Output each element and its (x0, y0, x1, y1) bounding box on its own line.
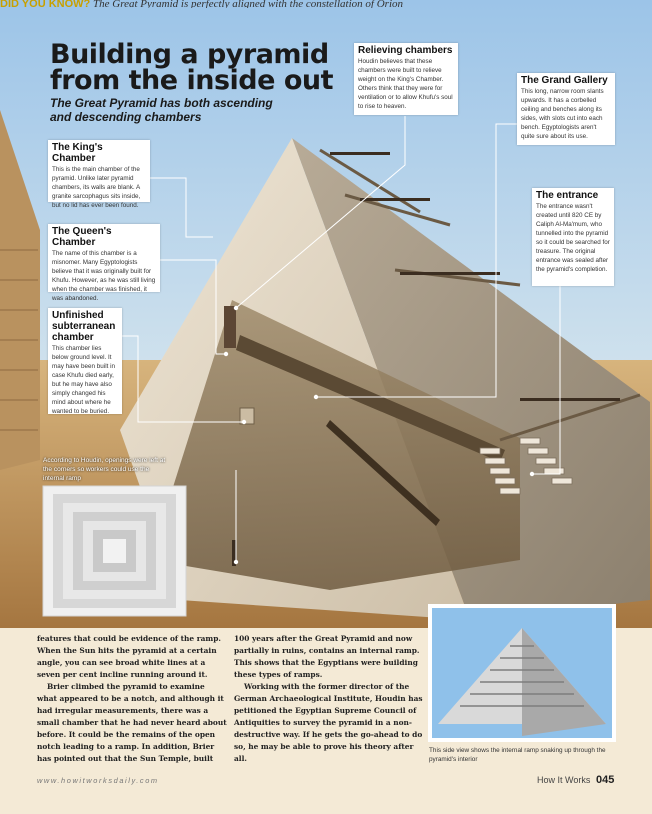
subtitle-line-1: The Great Pyramid has both ascending (50, 96, 273, 110)
inset-ramp-diagram (43, 486, 186, 616)
callout-heading: The Grand Gallery (521, 75, 608, 86)
callout-relieving-chambers (354, 43, 458, 115)
title-line-2: from the inside out (50, 65, 334, 96)
article-title (50, 39, 350, 96)
callout-grand-gallery (517, 73, 615, 145)
did-you-know-strip (0, 0, 652, 8)
kings-chamber-block (224, 306, 236, 348)
subtitle-line-2: and descending chambers (50, 110, 202, 124)
callout-text: This chamber lies below ground level. It may have been built in case Khufu died early, but he may have also simply changed his mind about where he wanted to be buried. (52, 345, 116, 415)
ramp-side-view-photo (428, 604, 616, 742)
body-column-2 (234, 633, 424, 765)
body-paragraph: 100 years after the Great Pyramid and now partially in ruins, contains an internal ramp. This shows that the Egyptians were building these types of ramps. (234, 634, 420, 679)
callout-heading: Unfinished subterranean chamber (52, 310, 116, 343)
body-paragraph: Brier climbed the pyramid to examine what appeared to be a notch, and although it had irregular measurements, there was a small chamber that he had never heard about before. It could be the remains of the open notch leading to a ramp. In addition, Brier has pointed out that the Sun Temple, built (37, 682, 227, 763)
callout-text: This is the main chamber of the pyramid. Unlike later pyramid chambers, its walls are blank. A granite sarcophagus sits inside, but no lid has ever been found. (52, 166, 141, 209)
did-you-know-label: DID YOU KNOW? (0, 0, 91, 8)
callout-heading: Relieving chambers (358, 45, 453, 56)
callout-text: The entrance wasn't created until 820 CE by Caliph Al-Ma'mum, who tunnelled into the pyramid so it could be searched for treasure. The original entrance was sealed after the pyramid's completion. (536, 203, 610, 273)
photo-caption: This side view shows the internal ramp snaking up through the pyramid's interior (429, 747, 606, 763)
callout-heading: The Queen's Chamber (52, 226, 112, 248)
title-line-1: Building a pyramid (50, 39, 329, 70)
callout-unfinished-chamber (48, 308, 122, 414)
inset-caption: According to Houdin, openings were left at the corners so workers could use the internal ramp (43, 457, 166, 482)
body-paragraph: features that could be evidence of the ramp. When the Sun hits the pyramid at a certain angle, you can see broad white lines at a seven per cent incline running around it. (37, 634, 221, 679)
callout-kings-chamber (48, 140, 150, 209)
callout-text: The name of this chamber is a misnomer. Many Egyptologists believe that it was originally built for Khufu. However, as he was still living when the chamber was finished, it was abandoned. (52, 250, 156, 302)
footer-brand: How It Works (537, 775, 591, 785)
article-subtitle (50, 96, 310, 124)
body-paragraph: Working with the former director of the German Archaeological Institute, Houdin has petitioned the Egyptian Supreme Council of Antiquities to survey the pyramid in a non-destructive way. If he gets the go-ahead to do so, he may be able to prove his theory after all. (234, 682, 423, 763)
footer-website: www.howitworksdaily.com (37, 776, 159, 785)
page-number: 045 (596, 774, 615, 786)
callout-heading: The King's Chamber (52, 142, 103, 164)
callout-entrance (532, 188, 614, 286)
did-you-know-fact: The Great Pyramid is perfectly aligned with the constellation of Orion (93, 0, 403, 8)
callout-text: This long, narrow room slants upwards. It has a corbelled ceiling and benches along its sides, with slots cut into each bench. Egyptologists aren't quite sure about its use. (521, 88, 604, 140)
body-column-1 (37, 633, 227, 765)
callout-queens-chamber (48, 224, 160, 302)
callout-heading: The entrance (536, 190, 599, 201)
callout-text: Houdin believes that these chambers were built to relieve weight on the King's Chamber. Others think that they were for ventilation or to allow Khufu's soul to rise to heaven. (358, 58, 453, 110)
